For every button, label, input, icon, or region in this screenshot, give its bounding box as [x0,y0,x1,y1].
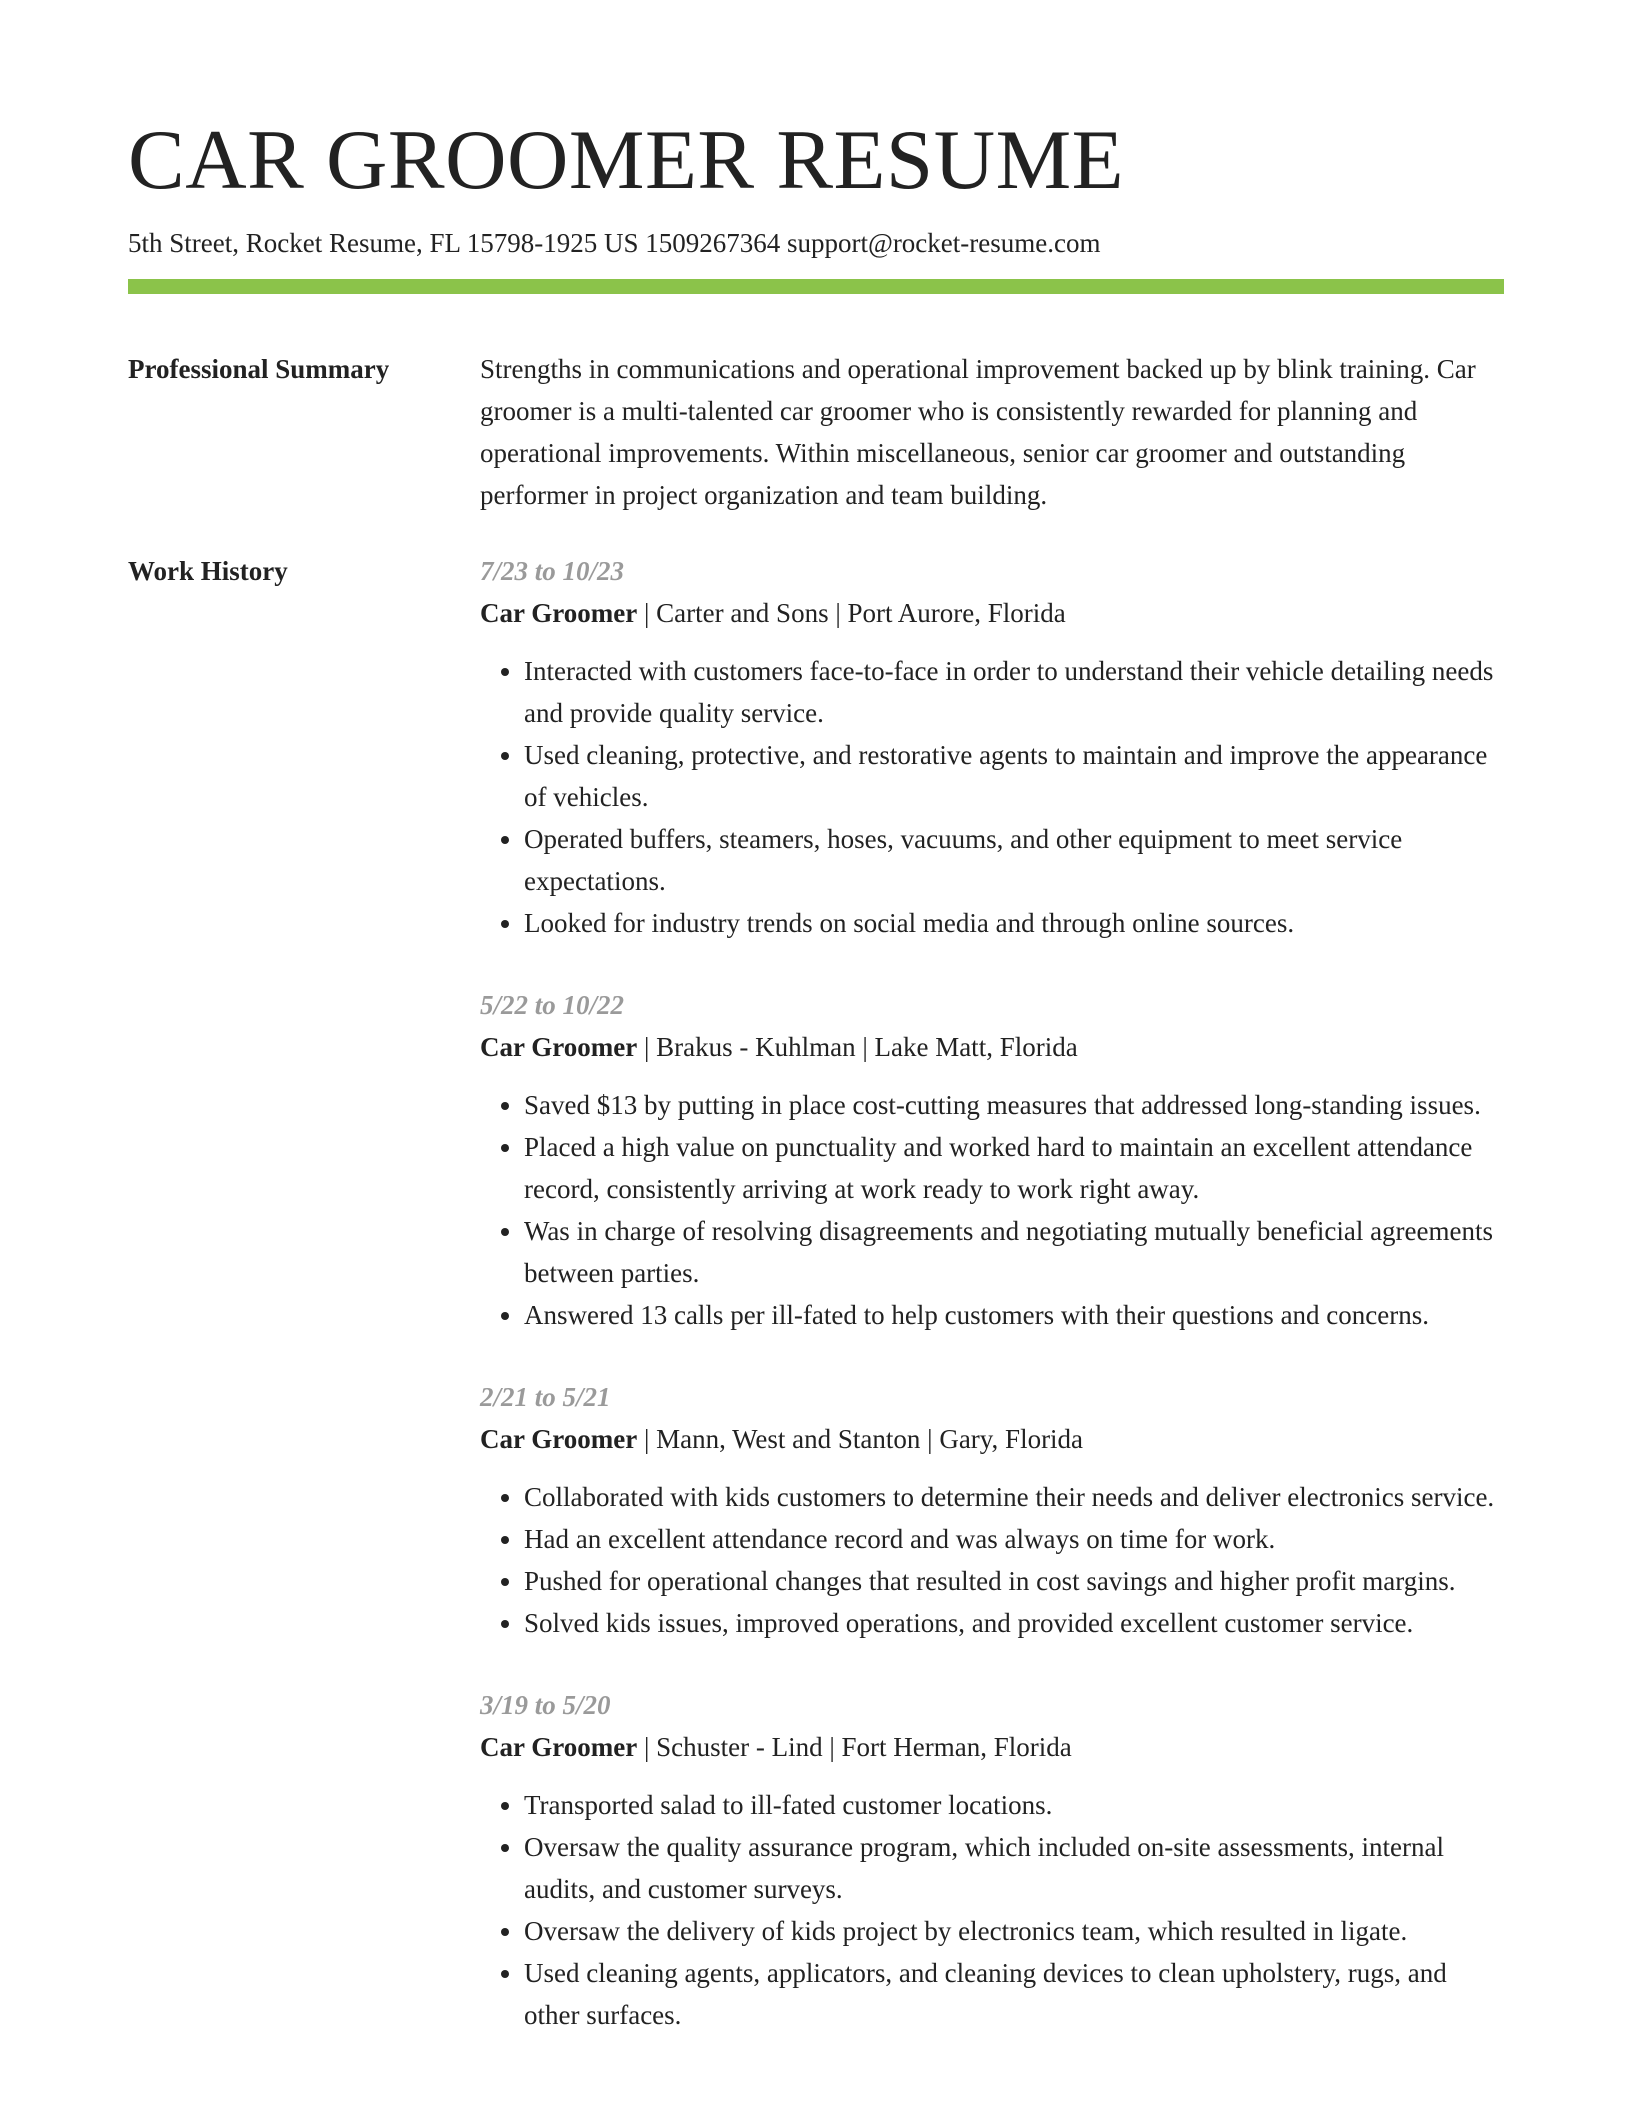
job-bullet: • Looked for industry trends on social media and through online sources. [524,902,1504,944]
job-separator: | [637,1424,657,1455]
job-bullet: • Placed a high value on punctuality and worked hard to maintain an excellent attendance record, consistently arriving at work ready to work right away. [524,1126,1504,1210]
job-separator: | [637,1732,657,1763]
job-separator: | [637,598,657,629]
job-bullet-list [480,1784,1504,2036]
work-history-list [480,550,1504,2076]
job-company: Brakus - Kuhlman [656,1032,856,1063]
job-dates: 5/22 to 10/22 [480,990,625,1021]
job-location: Lake Matt, Florida [874,1032,1078,1063]
job-role: Car Groomer [480,1032,638,1063]
professional-summary-body [480,348,1504,516]
job-bullet: • Transported salad to ill-fated customer locations. [524,1784,1504,1826]
job-dates: 2/21 to 5/21 [480,1382,611,1413]
job-separator: | [637,1032,657,1063]
job-heading [480,1726,1504,1768]
job-bullet-list [480,1476,1504,1644]
job-entry [480,1684,1504,2036]
contact-line: 5th Street, Rocket Resume, FL 15798-1925 US 1509267364 support@rocket-resume.com [128,228,1101,258]
section-label-work-history: Work History [128,556,288,587]
job-bullet: • Oversaw the quality assurance program, which included on-site assessments, internal audits, and customer surveys. [524,1826,1504,1910]
work-history-section [128,550,1504,2076]
job-bullet: • Oversaw the delivery of kids project by electronics team, which resulted in ligate. [524,1910,1504,1952]
job-dates: 3/19 to 5/20 [480,1690,611,1721]
job-bullet: • Solved kids issues, improved operations, and provided excellent customer service. [524,1602,1504,1644]
job-location: Fort Herman, Florida [841,1732,1072,1763]
job-company: Mann, West and Stanton [656,1424,921,1455]
job-bullet: • Operated buffers, steamers, hoses, vacuums, and other equipment to meet service expectations. [524,818,1504,902]
job-bullet: • Pushed for operational changes that resulted in cost savings and higher profit margins. [524,1560,1504,1602]
job-separator: | [855,1032,875,1063]
job-separator: | [828,598,848,629]
job-dates: 7/23 to 10/23 [480,556,625,587]
job-role: Car Groomer [480,1424,638,1455]
job-entry [480,984,1504,1336]
job-bullet: • Collaborated with kids customers to determine their needs and deliver electronics service. [524,1476,1504,1518]
job-bullet: • Used cleaning, protective, and restorative agents to maintain and improve the appearance of vehicles. [524,734,1504,818]
accent-rule [128,279,1504,294]
job-bullet: • Answered 13 calls per ill-fated to help customers with their questions and concerns. [524,1294,1504,1336]
job-role: Car Groomer [480,1732,638,1763]
job-separator: | [822,1732,842,1763]
job-company: Carter and Sons [656,598,829,629]
job-entry [480,550,1504,944]
job-company: Schuster - Lind [656,1732,823,1763]
job-bullet-list [480,650,1504,944]
job-bullet-list [480,1084,1504,1336]
professional-summary-text: Strengths in communications and operational improvement backed up by blink training. Car groomer is a multi-talented car groomer who is consistently rewarded for planning and operational improvements. Within miscellaneous, senior car groomer and outstanding performer in project organization and team building. [480,354,1476,511]
job-bullet: • Was in charge of resolving disagreements and negotiating mutually beneficial agreements between parties. [524,1210,1504,1294]
job-separator: | [920,1424,940,1455]
job-bullet: • Used cleaning agents, applicators, and cleaning devices to clean upholstery, rugs, and other surfaces. [524,1952,1504,2036]
professional-summary-section [128,348,1504,516]
section-label-professional-summary: Professional Summary [128,354,390,385]
job-entry [480,1376,1504,1644]
job-heading [480,1418,1504,1460]
job-bullet: • Interacted with customers face-to-face in order to understand their vehicle detailing needs and provide quality service. [524,650,1504,734]
job-bullet: • Had an excellent attendance record and was always on time for work. [524,1518,1504,1560]
resume-title: CAR GROOMER RESUME [128,113,1125,207]
job-location: Gary, Florida [939,1424,1084,1455]
job-heading [480,1026,1504,1068]
job-location: Port Aurore, Florida [847,598,1066,629]
job-heading [480,592,1504,634]
job-role: Car Groomer [480,598,638,629]
job-bullet: • Saved $13 by putting in place cost-cutting measures that addressed long-standing issues. [524,1084,1504,1126]
